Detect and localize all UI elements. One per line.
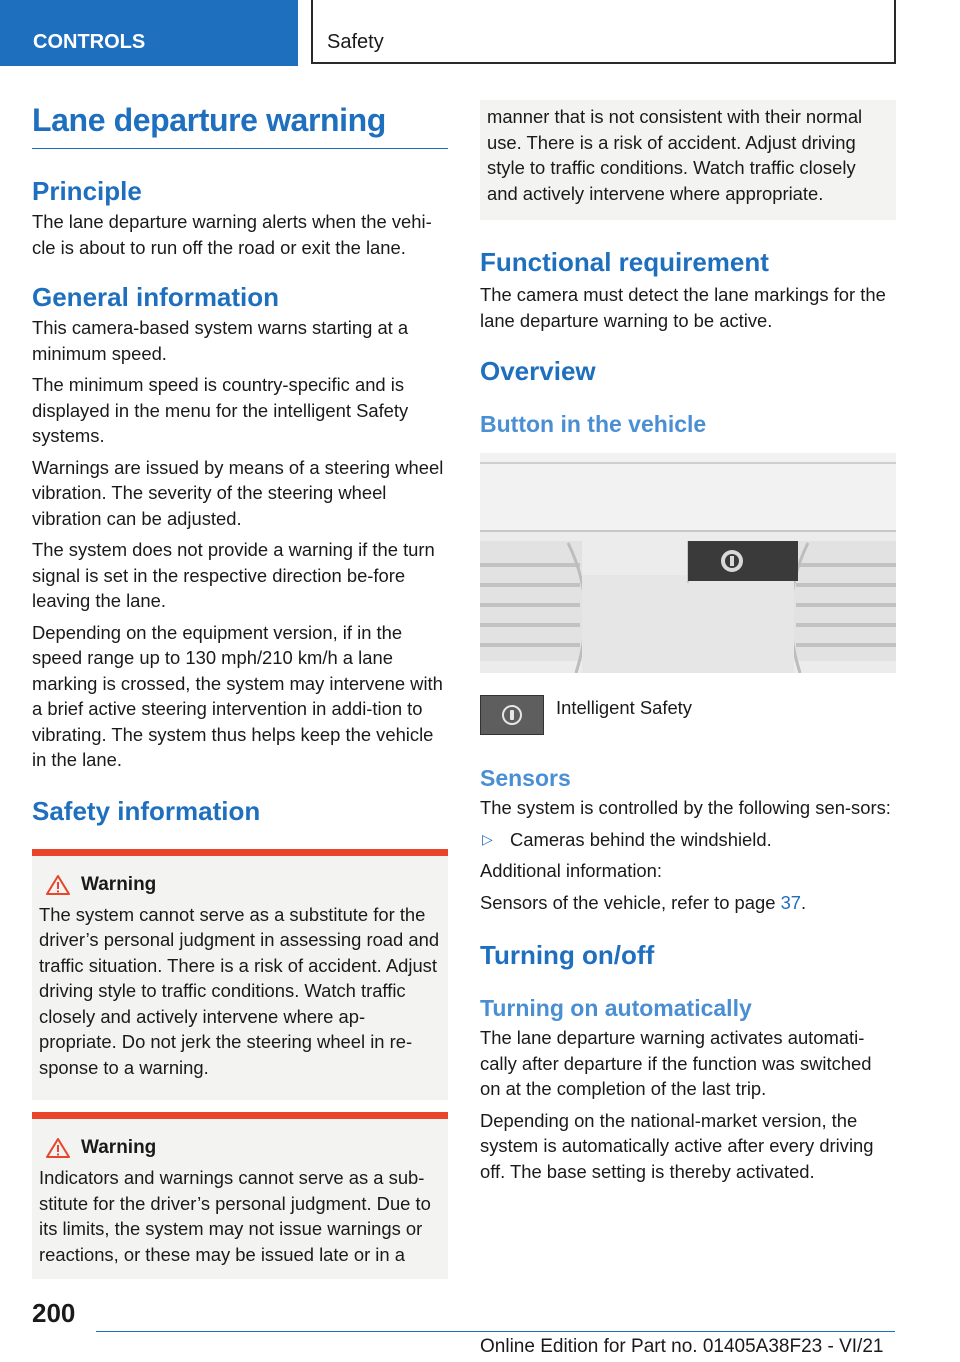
button-location-image [480,453,896,673]
intelligent-safety-button[interactable] [480,695,544,735]
sensors-heading: Sensors [480,765,571,791]
list-item [480,827,896,853]
page-number: 200 [32,1298,76,1328]
additional-label: Additional information: [480,860,662,881]
sensors-text: The system is controlled by the following sen-sors: [480,797,891,818]
principle-heading: Principle [32,176,142,206]
safety-heading: Safety information [32,795,261,826]
warning-text: Indicators and warnings cannot serve as a sub-stitute for the driver’s personal judgment. Due to its limits, the system may not issue warnings or reactions, or these may be issued late or in a [39,1167,431,1265]
sensors-reference [480,890,896,916]
button-legend [480,695,896,735]
functional-heading: Functional requirement [480,247,769,277]
dashboard-vents-illustration [480,453,896,673]
warning-triangle-icon [45,874,71,896]
general-paragraph: The minimum speed is country-specific and is displayed in the menu for the intelligent Safety systems. [32,374,409,446]
left-column [32,100,448,1279]
right-column [480,100,896,1184]
general-paragraph: Depending on the equipment version, if in the speed range up to 130 mph/210 km/h a lane marking is crossed, the system may intervene with a brief active steering intervention in addi-tion to vibrating. The system thus helps keep the vehicle in the lane. [32,621,443,770]
principle-text: The lane departure warning alerts when the vehi-cle is about to run off the road or exit the lane. [32,211,432,258]
general-paragraph: The system does not provide a warning if the turn signal is set in the respective direction be-fore leaving the lane. [32,539,435,611]
warning-box [32,1112,448,1279]
overview-heading: Overview [480,356,596,386]
button-heading: Button in the vehicle [480,411,707,437]
warning-label: Warning [81,873,157,895]
intelligent-safety-icon [501,704,523,726]
auto-paragraph: The lane departure warning activates automati-cally after departure if the function was switched on at the completion of the last trip. [480,1027,872,1099]
auto-paragraph: Depending on the national-market version, the system is automatically active after every driving off. The base setting is thereby activated. [480,1109,874,1182]
page-title: Lane departure warning [32,100,448,149]
general-paragraph: Warnings are issued by means of a steering wheel vibration. The severity of the steering wheel vibration can be adjusted. [32,456,444,529]
edition-note: Online Edition for Part no. 01405A38F23 - VI/21 [480,1336,884,1357]
bullet-triangle-icon: ▷ [482,830,493,847]
general-paragraph: This camera-based system warns starting at a minimum speed. [32,317,409,364]
reference-end: . [801,891,807,913]
turning-heading: Turning on/off [480,940,655,970]
warning-box [32,849,448,1101]
general-heading: General information [32,282,280,312]
warning-triangle-icon [45,1137,71,1159]
footer-rule [96,1331,895,1332]
warning-box-continued [480,100,896,220]
warning-text: The system cannot serve as a substitute for the driver’s personal judgment in assessing road and traffic situation. There is a risk of accident. Adjust driving style to traffic conditions. Watch traffic closely and actively intervene where ap-propriate. Do not jerk the steering wheel in re-sponse to a warning. [39,903,440,1078]
chapter-tab: Safety [311,0,896,64]
list-item-text: Cameras behind the windshield. [510,828,772,850]
button-caption: Intelligent Safety [556,697,692,718]
functional-text: The camera must detect the lane markings for the lane departure warning to be active. [480,284,886,331]
page-link[interactable]: 37 [780,891,802,913]
warning-label: Warning [81,1137,157,1158]
auto-heading: Turning on automatically [480,995,752,1021]
warning-text: manner that is not consistent with their normal use. There is a risk of accident. Adjust driving style to traffic conditions. Watch traffic closely and actively intervene where appropriate. [487,106,863,204]
warning-header [39,1135,441,1161]
reference-text: Sensors of the vehicle, refer to page [480,891,781,913]
page-header [0,0,960,66]
section-tab: CONTROLS [0,0,298,66]
warning-header [39,872,441,898]
